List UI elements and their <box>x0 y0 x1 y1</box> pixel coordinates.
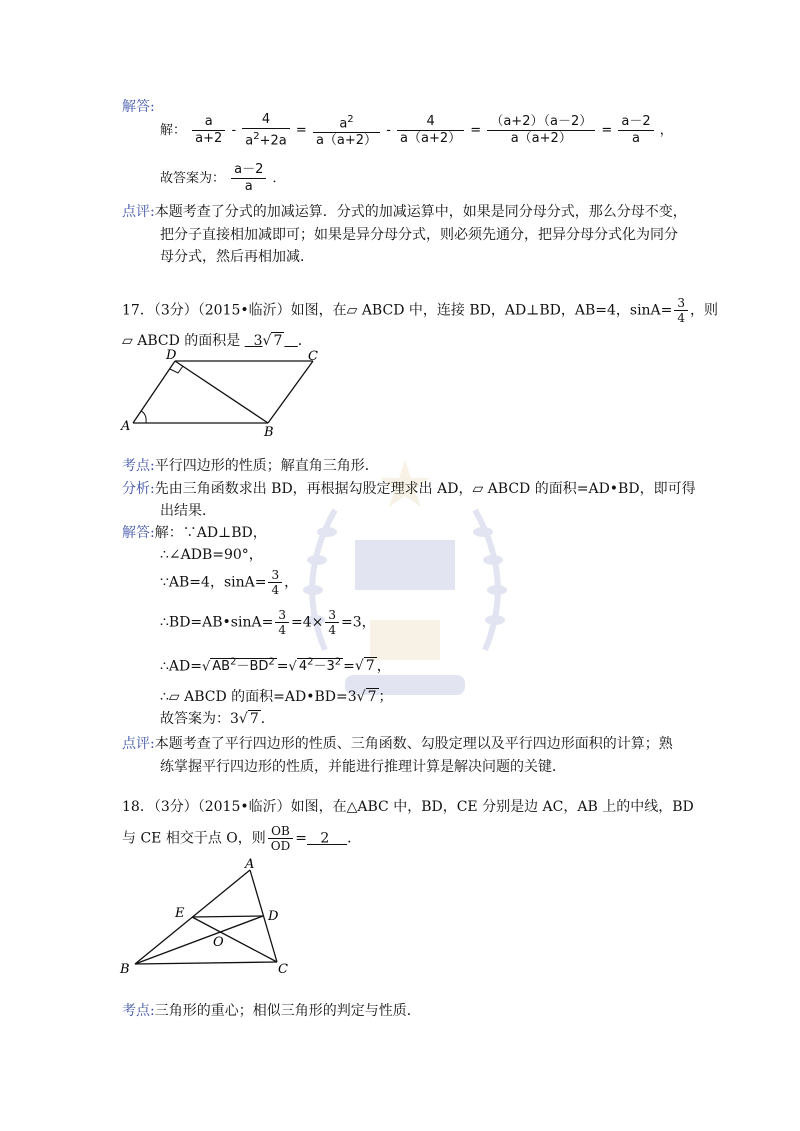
q17-step: ∴▱ ABCD 的面积=AD•BD=3√ 7 ； <box>160 689 393 705</box>
vertex-label: C <box>308 349 318 364</box>
fraction: $\frac{4}{a^2+2a}$ <box>242 112 289 149</box>
fraction: $\frac{4}{a(a+2)}$ <box>397 114 464 147</box>
vertex-label: B <box>120 962 130 977</box>
triangle-figure <box>115 856 305 980</box>
answer-tag <box>122 96 155 118</box>
vertex-label: B <box>264 425 274 438</box>
answer-blank: 3√ 7 <box>253 333 283 349</box>
q17-stem: 17．（3分）（2015•临沂）如图，在▱ ABCD 中，连接 BD，AD⊥BD，AB=4，sinA= $\frac{3}{4}$ ，则 <box>122 296 719 325</box>
q17-point: 考点:平行四边形的性质；解直角三角形． <box>122 458 379 474</box>
vertex-label: A <box>121 419 131 434</box>
vertex-label: C <box>278 962 288 977</box>
fraction: $\frac{a}{a+2}$ <box>192 114 225 147</box>
q18-stem-line2: 与 CE 相交于点 O，则 $\frac{OB}{OD}$ = 2 ． <box>122 824 362 853</box>
q16-comment: 点评:本题考查了分式的加减运算．分式的加减运算中，如果是同分母分式，那么分母不变， <box>122 204 687 220</box>
vertex-label: D <box>166 348 177 363</box>
vertex-label: E <box>175 906 185 921</box>
answer-label: 解答: <box>122 99 155 115</box>
vertex-label: A <box>245 857 255 872</box>
q18-point: 考点:三角形的重心；相似三角形的判定与性质． <box>122 1003 421 1019</box>
q17-step: 故答案为：3√ 7 ． <box>160 711 275 727</box>
fraction: $\frac{3}{4}$ <box>674 296 688 325</box>
q16-solution-equation: 解： $\frac{a}{a+2}$ - $\frac{4}{a^2+2a}$ = $\frac{a^2}{a(a+2)}$ - $\frac{4}{a(a+2)}$ = $\frac{(a+2)(a-2)}{a(a+2)}$ = $\frac{a-2}{a}$ ， <box>160 112 673 149</box>
q17-comment: 点评:本题考查了平行四边形的性质、三角函数、勾股定理以及平行四边形面积的计算；熟 <box>122 736 673 752</box>
fraction: $\frac{a-2}{a}$ <box>231 162 266 195</box>
q16-final-answer: 故答案为： $\frac{a-2}{a}$ ． <box>160 162 286 194</box>
q17-step: ∵AB=4，sinA= $\frac{3}{4}$ ， <box>160 568 299 597</box>
q17-step: ∴BD=AB•sinA= $\frac{3}{4}$ =4× $\frac{3}{4}$ =3， <box>160 608 376 637</box>
fraction: $\frac{a-2}{a}$ <box>618 114 653 147</box>
q17-analysis: 分析:先由三角函数求出 BD，再根据勾股定理求出 AD，▱ ABCD 的面积=AD•BD，即可得 <box>122 481 696 497</box>
vertex-label: O <box>213 935 224 950</box>
q17-analysis-line: 出结果． <box>160 503 216 519</box>
answer-blank: 2 <box>320 830 330 847</box>
q16-comment-line: 母分式，然后再相加减． <box>160 249 314 265</box>
parallelogram-figure <box>118 346 328 438</box>
solution-prefix: 解： <box>160 123 187 139</box>
q17-stem-line2: ▱ ABCD 的面积是 3√ 7 ． <box>122 333 312 349</box>
q18-stem: 18．（3分）（2015•临沂）如图，在△ABC 中，BD，CE 分别是边 AC，AB 上的中线，BD <box>122 799 694 815</box>
q17-step: ∴AD=√ $AB^2-BD^2$ =√ $4^2-3^2$ =√ 7 ， <box>160 657 391 675</box>
fraction: $\frac{(a+2)(a-2)}{a(a+2)}$ <box>487 114 595 147</box>
q17-step: ∴∠ADB=90°， <box>160 547 263 563</box>
vertex-label: D <box>268 909 279 924</box>
q16-comment-line: 把分子直接相加减即可；如果是异分母分式，则必须先通分，把异分母分式化为同分 <box>160 227 678 243</box>
q17-answer: 解答:解：∵AD⊥BD， <box>122 525 267 541</box>
q17-comment-line: 练掌握平行四边形的性质，并能进行推理计算是解决问题的关键． <box>160 759 566 775</box>
fraction: $\frac{a^2}{a(a+2)}$ <box>313 112 380 149</box>
